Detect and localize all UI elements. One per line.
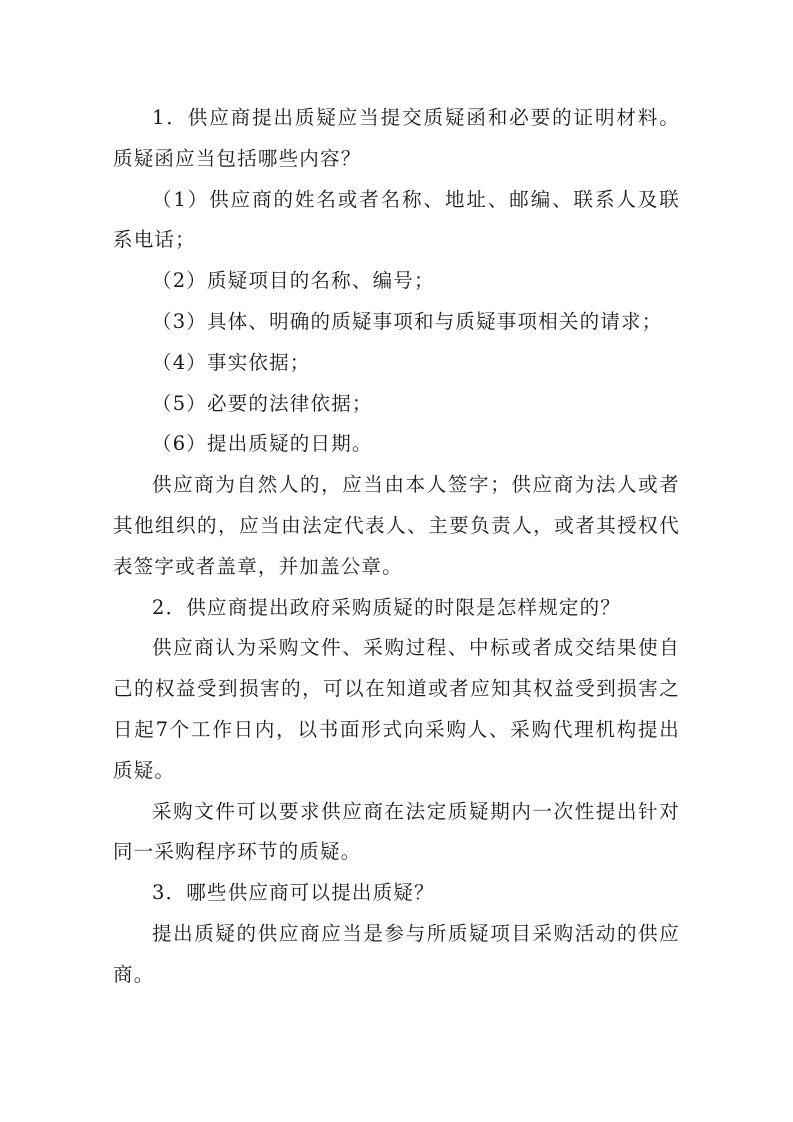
list-item-3: （3）具体、明确的质疑事项和与质疑事项相关的请求； — [152, 309, 663, 333]
signature-rule-paragraph: 供应商为自然人的，应当由本人签字；供应商为法人或者其他组织的，应当由法定代表人、主要负责人，或者其授权代表签字或者盖章，并加盖公章。 — [113, 473, 680, 578]
list-item-6: （6）提出质疑的日期。 — [152, 432, 373, 456]
list-item-2: （2）质疑项目的名称、编号； — [152, 269, 435, 293]
list-item-4: （4）事实依据； — [152, 350, 311, 374]
question-1-heading: 1．供应商提出质疑应当提交质疑函和必要的证明材料。质疑函应当包括哪些内容？ — [113, 106, 680, 170]
list-item-5: （5）必要的法律依据； — [152, 391, 373, 415]
eligible-supplier-paragraph: 提出质疑的供应商应当是参与所质疑项目采购活动的供应商。 — [113, 921, 680, 986]
one-time-challenge-paragraph: 采购文件可以要求供应商在法定质疑期内一次性提出针对同一采购程序环节的质疑。 — [113, 799, 680, 864]
document-body — [113, 98, 680, 996]
list-item-1: （1）供应商的姓名或者名称、地址、邮编、联系人及联系电话； — [113, 187, 680, 252]
question-2-heading: 2．供应商提出政府采购质疑的时限是怎样规定的？ — [152, 595, 622, 619]
question-3-heading: 3．哪些供应商可以提出质疑？ — [152, 881, 435, 905]
time-limit-paragraph: 供应商认为采购文件、采购过程、中标或者成交结果使自己的权益受到损害的，可以在知道或者应知其权益受到损害之日起7个工作日内，以书面形式向采购人、采购代理机构提出质疑。 — [113, 636, 680, 782]
